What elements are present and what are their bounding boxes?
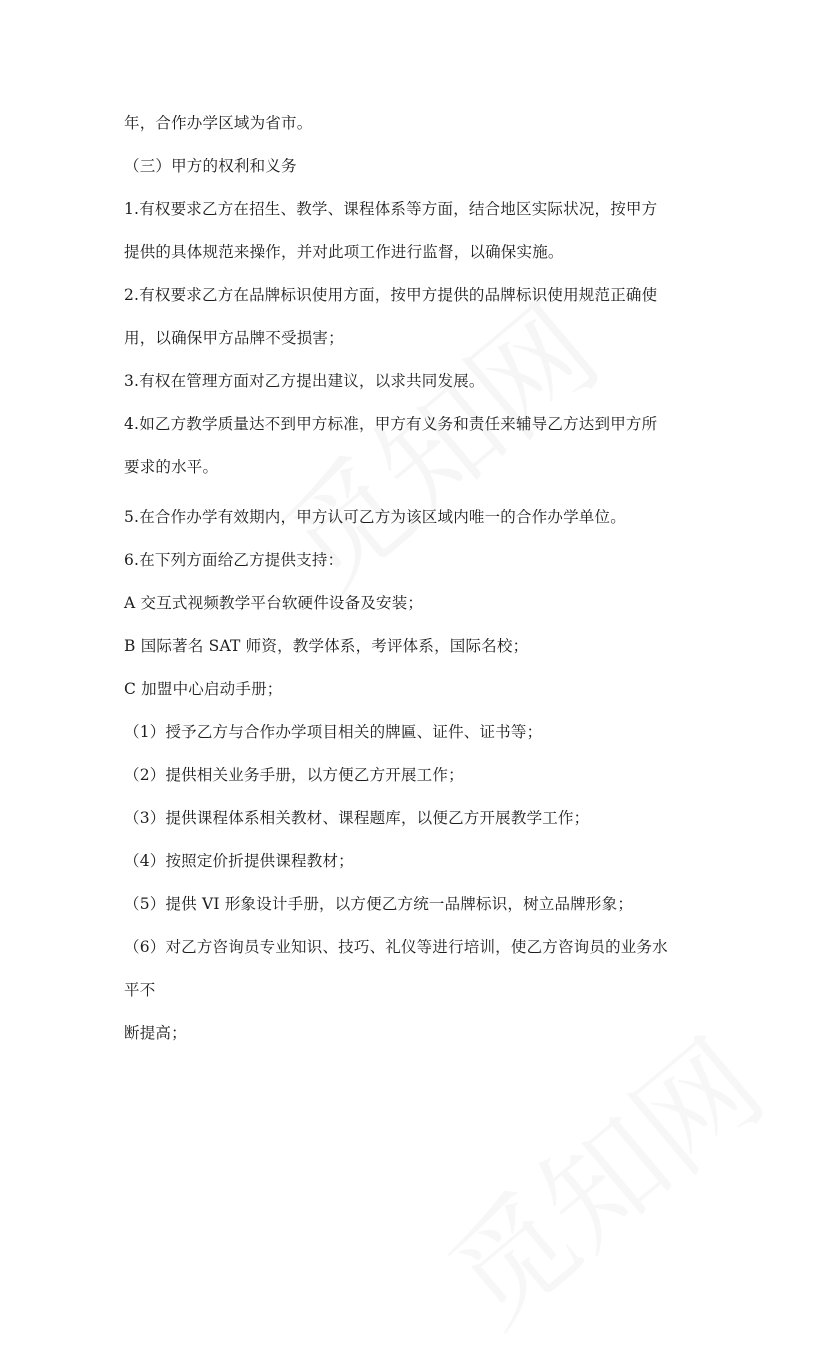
list-item: （3）提供课程体系相关教材、课程题库，以便乙方开展教学工作；	[124, 809, 590, 827]
text-line: 1.有权要求乙方在招生、教学、课程体系等方面，结合地区实际状况，按甲方	[124, 200, 658, 218]
text-line: 断提高；	[124, 1024, 187, 1042]
list-item: （2）提供相关业务手册，以方便乙方开展工作；	[124, 766, 464, 784]
text-line: 5.在合作办学有效期内，甲方认可乙方为该区域内唯一的合作办学单位。	[124, 508, 626, 526]
text-line: C 加盟中心启动手册；	[124, 680, 283, 698]
text-line: 3.有权在管理方面对乙方提出建议，以求共同发展。	[124, 372, 485, 390]
text-line: 2.有权要求乙方在品牌标识使用方面，按甲方提供的品牌标识使用规范正确使	[124, 286, 658, 304]
text-line: A 交互式视频教学平台软硬件设备及安装；	[124, 594, 424, 612]
text-line: 年，合作办学区域为省市。	[124, 114, 313, 132]
text-line: 4.如乙方教学质量达不到甲方标准，甲方有义务和责任来辅导乙方达到甲方所	[124, 415, 658, 433]
list-item: （4）按照定价折提供课程教材；	[124, 852, 354, 870]
text-line: 提供的具体规范来操作，并对此项工作进行监督，以确保实施。	[124, 243, 564, 261]
list-item: （6）对乙方咨询员专业知识、技巧、礼仪等进行培训，使乙方咨询员的业务水	[124, 938, 668, 956]
list-item: （5）提供 VI 形象设计手册，以方便乙方统一品牌标识，树立品牌形象；	[124, 895, 634, 913]
text-line: B 国际著名 SAT 师资，教学体系，考评体系，国际名校；	[124, 637, 529, 655]
text-line: 6.在下列方面给乙方提供支持：	[124, 551, 344, 569]
list-item: （1）授予乙方与合作办学项目相关的牌匾、证件、证书等；	[124, 723, 543, 741]
text-line: 用，以确保甲方品牌不受损害；	[124, 329, 344, 347]
text-line: 平不	[124, 981, 156, 999]
section-heading: （三）甲方的权利和义务	[124, 157, 297, 175]
text-line: 要求的水平。	[124, 458, 219, 476]
watermark-text-2	[407, 994, 793, 1357]
